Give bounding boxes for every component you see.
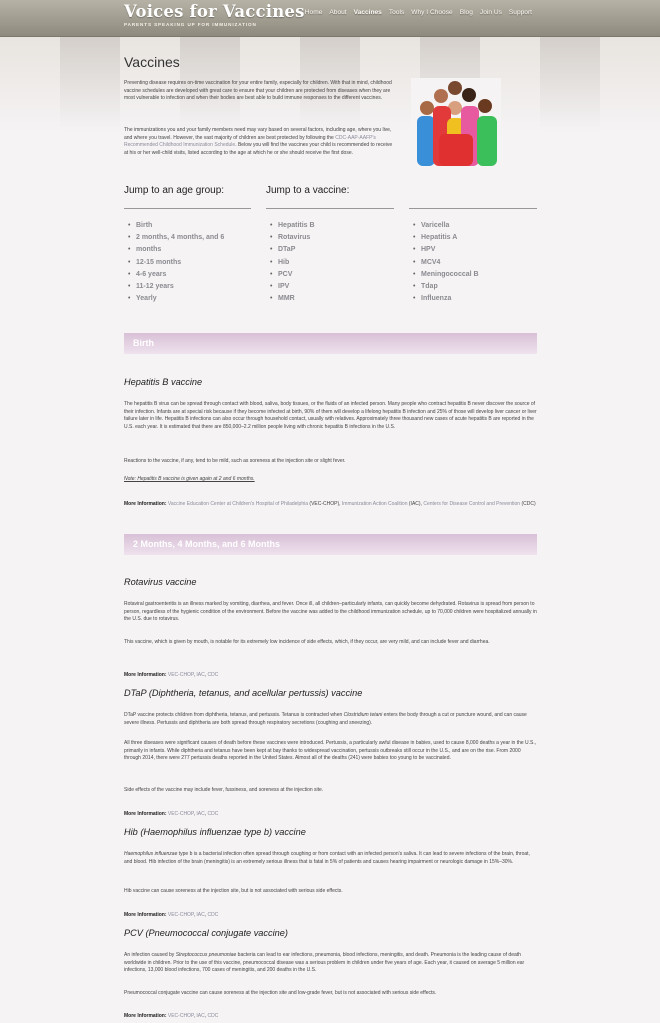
vaccine-link-ipv[interactable]: • IPV: [268, 281, 393, 293]
nav-vaccines[interactable]: Vaccines: [353, 9, 382, 16]
intro-paragraph-1: Preventing disease requires on-time vaccination for your entire family, especially for children. With that in mind, childhood vaccine schedules are developed with great care to ensure that your children are protected from diseases when they are most vulnerable to infection and when their bodies are best able to build immune responses to the different vaccines.: [124, 80, 392, 102]
dtap-paragraph-3: Side effects of the vaccine may include fever, fussiness, and soreness at the injection site.: [124, 787, 324, 793]
hepb-title: Hepatitis B vaccine: [124, 377, 203, 387]
link-iac[interactable]: IAC: [196, 672, 205, 678]
vaccine-link-tdap[interactable]: • Tdap: [411, 281, 536, 293]
link-cdc[interactable]: CDC: [207, 1013, 219, 1019]
link-vec-chop[interactable]: VEC-CHOP: [167, 672, 194, 678]
divider-vaccine-2: [409, 208, 537, 209]
nav-join-us[interactable]: Join Us: [479, 9, 502, 16]
hib-paragraph-1: Haemophilus influenzae type b is a bacterial infection often spread through coughing or from contact with an infected person's saliva. It can lead to severe infections of the brain, throat, and blood. Hib infection of the brain (meningitis) is an extremely serious illness that is fatal in 5% of patients and causes hearing impairment or neurologic damage in 15%–30%.: [124, 851, 530, 865]
link-cdc[interactable]: CDC: [207, 672, 219, 678]
vaccine-list-1: [268, 220, 393, 305]
age-link-11-12-years[interactable]: • 11-12 years: [126, 281, 251, 293]
link-cdc[interactable]: Centers for Disease Control and Prevention: [423, 501, 521, 507]
rotavirus-paragraph-2: This vaccine, which is given by mouth, is notable for its extremely low incidence of side effects, which, if they occur, are very mild, and can include fever and diarrhea.: [124, 639, 490, 645]
vaccine-heading: Jump to a vaccine:: [266, 185, 350, 196]
nav-tools[interactable]: Tools: [388, 9, 405, 16]
vaccine-link-hib[interactable]: • Hib: [268, 257, 393, 269]
vaccine-list-2: [411, 220, 536, 305]
page-title: Vaccines: [124, 54, 180, 70]
age-group-list: [126, 220, 251, 305]
age-link-yearly[interactable]: • Yearly: [126, 293, 251, 305]
pcv-title: PCV (Pneumococcal conjugate vaccine): [124, 928, 288, 938]
link-vec-chop[interactable]: VEC-CHOP: [167, 811, 194, 817]
rotavirus-paragraph-1: Rotaviral gastroenteritis is an illness marked by vomiting, diarrhea, and fever. Once ill, all children–particularly infants, can quickly become dehydrated. Rotavirus is spread from person to person, regardless of the hygienic condition of the environment. Before the vaccine was added to the childhood immunization schedule, up to 70,000 children were hospitalized annually in the U.S. due to rotavirus.: [124, 601, 537, 623]
logo-tagline: PARENTS SPEAKING UP FOR IMMUNIZATION: [124, 22, 257, 27]
vaccine-link-menb[interactable]: • Meningococcal B: [411, 269, 536, 281]
link-vec-chop[interactable]: VEC-CHOP: [167, 912, 194, 918]
vaccine-link-mmr[interactable]: • MMR: [268, 293, 393, 305]
vaccine-link-mcv4[interactable]: • MCV4: [411, 257, 536, 269]
logo-title: Voices for Vaccines: [124, 2, 305, 21]
link-vec-chop[interactable]: Vaccine Education Center at Children's Hospital of Philadelphia: [167, 501, 309, 507]
age-group-heading: Jump to an age group:: [124, 185, 225, 196]
age-link-12-15-months[interactable]: • 12-15 months: [126, 257, 251, 269]
vaccine-link-hepb[interactable]: • Hepatitis B: [268, 220, 393, 232]
vaccine-link-dtap[interactable]: • DTaP: [268, 244, 393, 256]
dtap-paragraph-2: All three diseases were significant causes of death before these vaccines were introduced. Pertussis, a particularly awful disease in babies, used to cause 8,000 deaths a year in the U.S., primarily in infants. While diphtheria and tetanus have been kept at bay thanks to widespread vaccination, pertussis outbreaks still occur in the U.S., and are on the rise. From 2000 through 2014, there were 277 pertussis deaths reported in the United States. Almost all of the deaths (241) were babies too young to be vaccinated.: [124, 740, 537, 762]
hepb-more-info: More Information: Vaccine Education Center at Children's Hospital of Philadelphia (VEC-CHOP), Immunization Action Coalition (IAC), Centers for Disease Control and Prevention (CDC): [124, 501, 536, 507]
dtap-paragraph-1: DTaP vaccine protects children from diphtheria, tetanus, and pertussis. Tetanus is contracted when Clostridium tetani enters the body through a cut or puncture wound, and can cause severe illness. Pertussis and diphtheria are both spread through respiratory secretions (coughing and sneezing).: [124, 712, 527, 726]
dtap-more-info: More Information: VEC-CHOP, IAC, CDC: [124, 811, 219, 817]
hepb-paragraph-1: The hepatitis B virus can be spread through contact with blood, saliva, body tissues, or the fluids of an infected person. Many people who contract hepatitis B never discover the source of their infection. Infants are at special risk because if they become infected at birth, 90% of them will develop a lifelong hepatitis B infection and 25% of those will develop liver cancer or liver failure later in life. Hepatitis B infections can also occur through household contact, usually with relatives. Approximately three thousand new cases of acute hepatitis B are reported in the U.S. each year. It is estimated that there are 850,000–2.2 million people living with chronic hepatitis B infections in the U.S.: [124, 401, 537, 430]
site-header: [0, 0, 660, 37]
intro-paragraph-2: The immunizations you and your family members need may vary based on several factors, including age, where you live, and where you travel. However, the vast majority of children are best protected by following the CDC-AAP-AAFP's Recommended Childhood Immunization Schedule. Below you will find the vaccines your child is recommended to receive at his or her well-child visits, listed according to the age at which he or she should receive the first dose.: [124, 127, 393, 156]
link-iac[interactable]: IAC: [196, 1013, 205, 1019]
link-vec-chop[interactable]: VEC-CHOP: [167, 1013, 194, 1019]
rotavirus-title: Rotavirus vaccine: [124, 577, 197, 587]
nav-support[interactable]: Support: [508, 9, 532, 16]
vaccine-link-rotavirus[interactable]: • Rotavirus: [268, 232, 393, 244]
vaccine-link-influenza[interactable]: • Influenza: [411, 293, 536, 305]
vaccine-link-hepa[interactable]: • Hepatitis A: [411, 232, 536, 244]
hib-paragraph-2: Hib vaccine can cause soreness at the injection site, but is not associated with serious side effects.: [124, 888, 343, 894]
pcv-paragraph-2: Pneumococcal conjugate vaccine can cause soreness at the injection site and low-grade fever, but is not associated with serious side effects.: [124, 990, 437, 996]
hepb-note: Note: Hepatitis B vaccine is given again at 2 and 6 months.: [124, 476, 255, 482]
section-band-birth: Birth: [124, 333, 537, 354]
link-iac[interactable]: Immunization Action Coalition: [341, 501, 408, 507]
schedule-link[interactable]: CDC-AAP-AAFP's Recommended Childhood Immunization Schedule: [124, 134, 376, 149]
nav-why-i-choose[interactable]: Why I Choose: [411, 9, 453, 16]
divider-age: [124, 208, 251, 209]
link-iac[interactable]: IAC: [196, 811, 205, 817]
vaccine-link-hpv[interactable]: • HPV: [411, 244, 536, 256]
vaccine-link-pcv[interactable]: • PCV: [268, 269, 393, 281]
main-nav: [305, 9, 532, 16]
age-link-4-6-years[interactable]: • 4-6 years: [126, 269, 251, 281]
link-cdc[interactable]: CDC: [207, 912, 219, 918]
nav-about[interactable]: About: [329, 9, 347, 16]
nav-home[interactable]: Home: [304, 9, 323, 16]
hib-title: Hib (Haemophilus influenzae type b) vaccine: [124, 827, 306, 837]
pcv-more-info: More Information: VEC-CHOP, IAC, CDC: [124, 1013, 219, 1019]
hib-more-info: More Information: VEC-CHOP, IAC, CDC: [124, 912, 219, 918]
divider-vaccine-1: [266, 208, 394, 209]
rotavirus-more-info: More Information: VEC-CHOP, IAC, CDC: [124, 672, 219, 678]
site-logo[interactable]: [124, 3, 305, 28]
link-cdc[interactable]: CDC: [207, 811, 219, 817]
section-band-2-4-6-months: 2 Months, 4 Months, and 6 Months: [124, 534, 537, 555]
link-iac[interactable]: IAC: [196, 912, 205, 918]
children-photo: [411, 78, 501, 166]
age-link-birth[interactable]: • Birth: [126, 220, 251, 232]
nav-blog[interactable]: Blog: [459, 9, 473, 16]
hepb-paragraph-2: Reactions to the vaccine, if any, tend to be mild, such as soreness at the injection site or slight fever.: [124, 458, 346, 464]
vaccine-link-varicella[interactable]: • Varicella: [411, 220, 536, 232]
age-link-months-cont[interactable]: • months: [126, 244, 251, 256]
dtap-title: DTaP (Diphtheria, tetanus, and acellular pertussis) vaccine: [124, 688, 363, 698]
age-link-2-4-6-months[interactable]: • 2 months, 4 months, and 6: [126, 232, 251, 244]
pcv-paragraph-1: An infection caused by Streptococcus pneumoniae bacteria can lead to ear infections, pneumonia, blood infections, meningitis, and death. Pneumonia is the leading cause of death worldwide in children. Prior to the use of this vaccine, pneumococcal disease was a serious problem in children under five years of age. Each year, it caused on average 5 million ear infections, 13,000 blood infections, 700 cases of meningitis, and 200 deaths in the U.S.: [124, 952, 525, 974]
